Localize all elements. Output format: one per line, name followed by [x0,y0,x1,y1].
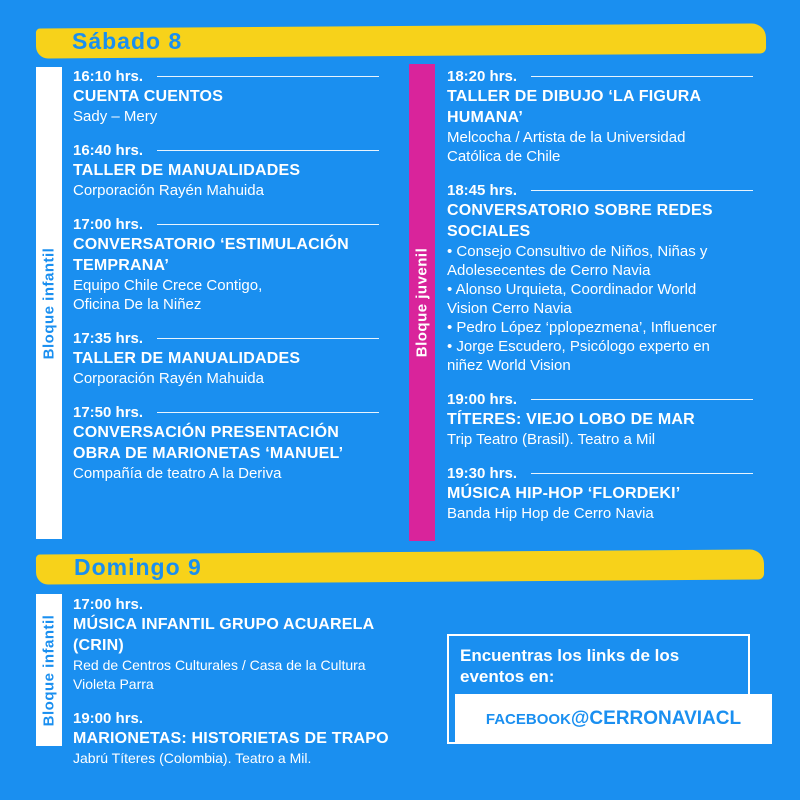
sunday-infantil-bar [36,594,62,746]
event-description: Red de Centros Culturales / Casa de la Cultura Violeta Parra [73,657,366,692]
event-time: 18:45 hrs. [447,181,518,199]
event-item [73,140,379,200]
event-title: TALLER DE DIBUJO ‘LA FIGURA HUMANA’ [447,88,701,126]
event-item [73,402,379,483]
event-item [73,214,379,314]
divider-line [157,150,379,151]
event-item [447,66,753,166]
divider-line [531,76,753,77]
event-item [447,180,753,375]
sunday-infantil-events [73,594,418,782]
saturday-infantil-label: Bloque infantil [40,247,58,359]
divider-line [531,190,753,191]
event-description: Melcocha / Artista de la Universidad Católica de Chile [447,129,686,165]
event-item [447,389,753,449]
event-title: MÚSICA HIP-HOP ‘FLORDEKI’ [447,485,681,502]
event-time: 19:00 hrs. [447,390,518,408]
event-title: MÚSICA INFANTIL GRUPO ACUARELA (CRIN) [73,616,374,654]
event-time: 16:10 hrs. [73,67,144,85]
event-description: Corporación Rayén Mahuida [73,182,264,199]
event-item [447,463,753,523]
event-title: CONVERSATORIO ‘ESTIMULACIÓN TEMPRANA’ [73,236,349,274]
event-item [73,594,418,694]
event-description: Equipo Chile Crece Contigo, Oficina De la Niñez [73,277,263,313]
saturday-juvenil-events [447,66,753,537]
facebook-label: FACEBOOK [485,710,571,728]
divider-line [531,473,753,474]
saturday-juvenil-bar [409,64,435,541]
event-title: TALLER DE MANUALIDADES [73,162,301,179]
event-time: 17:00 hrs. [73,595,144,613]
facebook-link[interactable] [455,694,772,744]
sunday-infantil-label: Bloque infantil [40,614,58,726]
divider-line [157,76,379,77]
event-description: • Consejo Consultivo de Niños, Niñas y Adolesecentes de Cerro Navia • Alonso Urquieta, Coordinador World Vision Cerro Navia • Pedro López ‘pplopezmena’, Influencer • Jorge Escudero, Psicólogo experto en niñez World Vision [447,243,717,374]
event-description: Jabrú Títeres (Colombia). Teatro a Mil. [73,750,312,766]
event-item [73,328,379,388]
event-description: Compañía de teatro A la Deriva [73,465,282,482]
event-title: TALLER DE MANUALIDADES [73,350,301,367]
event-item [73,66,379,126]
event-title: CUENTA CUENTOS [73,88,224,105]
event-time: 18:20 hrs. [447,67,518,85]
event-time: 17:00 hrs. [73,215,144,233]
divider-line [531,399,753,400]
saturday-juvenil-label: Bloque juvenil [413,247,431,358]
event-description: Trip Teatro (Brasil). Teatro a Mil [447,431,656,448]
saturday-infantil-bar [36,67,62,539]
event-title: MARIONETAS: HISTORIETAS DE TRAPO [73,730,389,747]
event-time: 17:35 hrs. [73,329,144,347]
event-title: CONVERSACIÓN PRESENTACIÓN OBRA DE MARIONETAS ‘MANUEL’ [73,424,344,462]
event-time: 17:50 hrs. [73,403,144,421]
event-description: Banda Hip Hop de Cerro Navia [447,505,654,522]
event-time: 19:00 hrs. [73,709,144,727]
saturday-label: Sábado 8 [72,28,183,54]
saturday-infantil-events [73,66,379,497]
links-text: Encuentras los links de los eventos en: [460,646,680,686]
divider-line [157,338,379,339]
event-title: CONVERSATORIO SOBRE REDES SOCIALES [447,202,713,240]
event-item [73,708,418,768]
divider-line [157,412,379,413]
event-description: Corporación Rayén Mahuida [73,370,264,387]
event-time: 16:40 hrs. [73,141,144,159]
event-description: Sady – Mery [73,108,158,125]
facebook-handle: @CERRONAVIACL [570,708,742,729]
divider-line [157,224,379,225]
event-title: TÍTERES: VIEJO LOBO DE MAR [447,411,695,428]
sunday-label: Domingo 9 [74,554,202,580]
event-time: 19:30 hrs. [447,464,518,482]
